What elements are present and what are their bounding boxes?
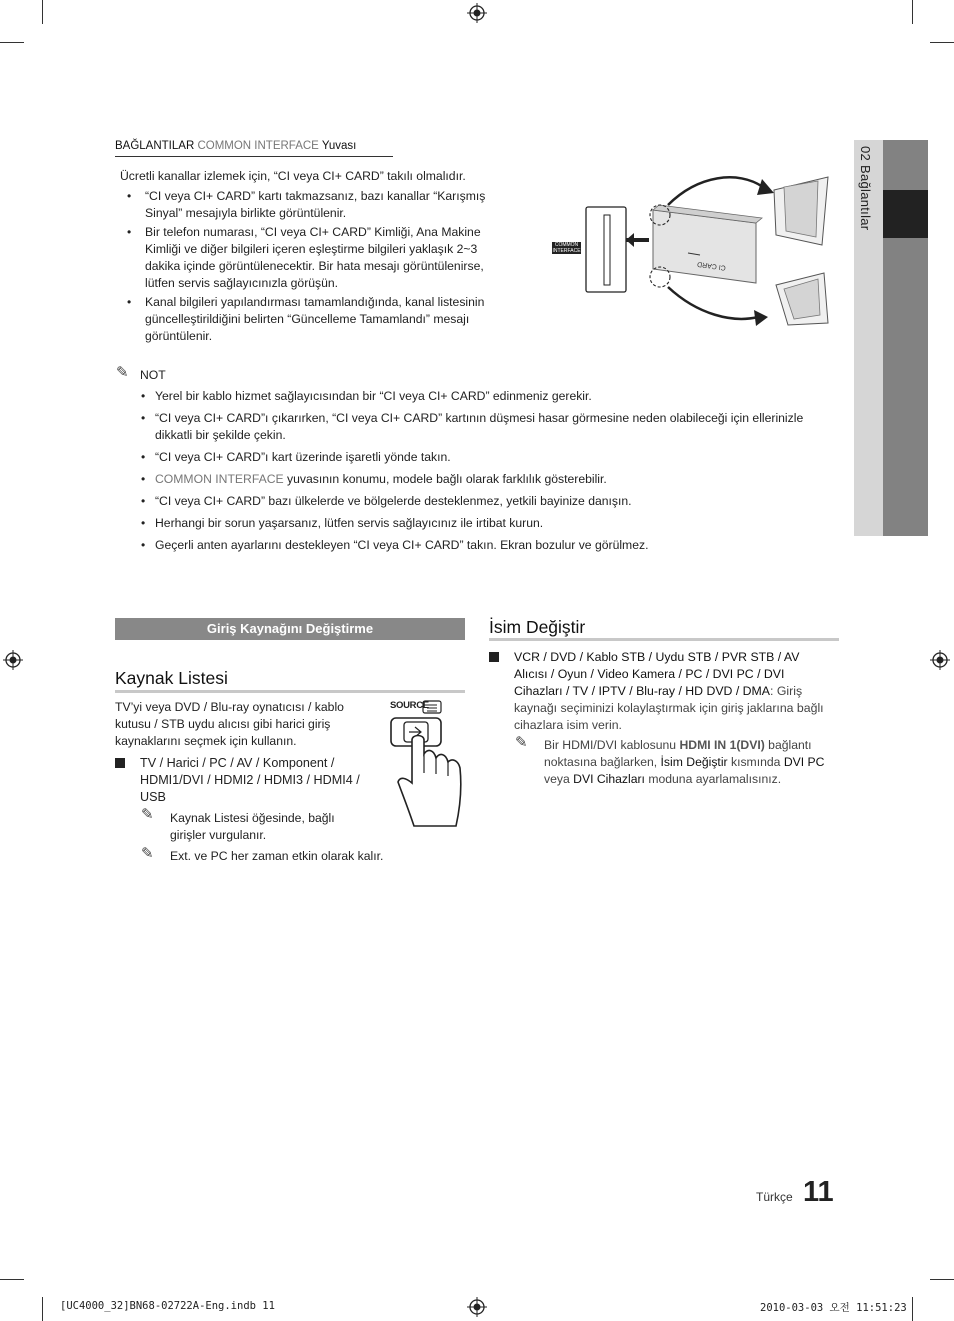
section-bar: Giriş Kaynağını Değiştirme (115, 618, 465, 640)
device-list-item: VCR / DVD / Kablo STB / Uydu STB / PVR STB / AV Alıcısı / Oyun / Video Kamera / PC / DVI PC / DVI Cihazları / TV / IPTV / Blu-ray / HD DVD / DMA: Giriş kaynağı seçiminizi kolaylaştırmak için giriş jaklarına bağlı cihazlara isim verin. (489, 649, 834, 734)
title-underline (115, 156, 393, 157)
heading-rule (115, 690, 465, 693)
ci-note-list (115, 388, 815, 559)
ci-intro: Ücretli kanallar izlemek için, “CI veya CI+ CARD” takılı olmalıdır. (120, 169, 466, 183)
crop-mark (912, 0, 913, 24)
note-pencil-icon: ✎ (515, 734, 528, 751)
crop-mark (0, 42, 24, 43)
source-note-1: Kaynak Listesi öğesinde, bağlı girişler vurgulanır. (170, 811, 335, 842)
list-item: • Herhangi bir sorun yaşarsanız, lütfen servis sağlayıcınız ile irtibat kurun. (115, 515, 815, 532)
ci-bullet-list (120, 188, 505, 347)
registration-mark-icon (3, 650, 23, 670)
list-item: • “CI veya CI+ CARD”ı kart üzerinde işaretli yönde takın. (115, 449, 815, 466)
note-pencil-icon: ✎ (141, 845, 154, 862)
list-item: • “CI veya CI+ CARD” kartı takmazsanız, bazı kanallar “Karışmış Sinyal” mesajıyla birlikte görüntülenir. (120, 188, 505, 222)
page-number: 11 (803, 1176, 834, 1208)
crop-mark (930, 42, 954, 43)
square-bullet-icon (115, 758, 125, 768)
list-item: • “CI veya CI+ CARD”ı çıkarırken, “CI veya CI+ CARD” kartının düşmesi hasar görmesine neden olabileceği için ellerinizle dikkatli bir şekilde çekin. (115, 410, 815, 444)
registration-mark-icon (467, 1297, 487, 1317)
list-item: • Bir telefon numarası, “CI veya CI+ CARD” Kimliği, Ana Makine Kimliği ve diğer bilgileri içeren eşleştirme bilgileri yaklaşık 2~3 dakika içinde görüntülenecektir. Bir hata mesajı görüntülenirse, lütfen servis sağlayıcınızla görüşün. (120, 224, 505, 292)
source-note-2: Ext. ve PC her zaman etkin olarak kalır. (170, 849, 384, 863)
isim-note: Bir HDMI/DVI kablosunu HDMI IN 1(DVI) bağlantı noktasına bağlarken, İsim Değiştir kısmında DVI PC veya DVI Cihazları moduna ayarlamalısınız. (544, 738, 825, 786)
note-pencil-icon: ✎ (116, 364, 129, 381)
kaynak-listesi-intro: TV’yi veya DVD / Blu-ray oynatıcısı / kablo kutusu / STB uydu alıcısı gibi harici giriş kaynaklarını seçmek için kullanın. (115, 700, 344, 748)
ci-card-illustration (548, 165, 838, 335)
list-item: • Yerel bir kablo hizmet sağlayıcısından bir “CI veya CI+ CARD” edinmeniz gerekir. (115, 388, 815, 405)
note-pencil-icon: ✎ (141, 806, 154, 823)
square-bullet-icon (489, 652, 499, 662)
registration-mark-icon (930, 650, 950, 670)
list-item: • “CI veya CI+ CARD” bazı ülkelerde ve bölgelerde desteklenmez, yetkili bayinize danışın. (115, 493, 815, 510)
kaynak-listesi-heading: Kaynak Listesi (115, 668, 228, 688)
list-item: • Geçerli anten ayarlarını destekleyen “CI veya CI+ CARD” takın. Ekran bozulur ve görülmez. (115, 537, 815, 554)
source-list-item: TV / Harici / PC / AV / Komponent / HDMI1/DVI / HDMI2 / HDMI3 / HDMI4 / USB (115, 755, 365, 806)
heading-rule (489, 638, 839, 641)
language-label: Türkçe (756, 1190, 793, 1204)
remote-hand-illustration (388, 698, 468, 830)
crop-mark (42, 0, 43, 24)
list-item: • Kanal bilgileri yapılandırması tamamlandığında, kanal listesinin güncelleştirildiğini belirten “Güncelleme Tamamlandı” mesajı görüntülenir. (120, 294, 505, 345)
svg-text:CI CARD: CI CARD (696, 260, 727, 271)
crop-mark (0, 1279, 24, 1280)
print-file-info: [UC4000_32]BN68-02722A-Eng.indb 11 (60, 1300, 275, 1312)
common-interface-label: COMMON INTERFACE (552, 242, 581, 254)
note-label: NOT (140, 368, 166, 382)
list-item: • COMMON INTERFACE yuvasının konumu, modele bağlı olarak farklılık gösterebilir. (115, 471, 815, 488)
source-label: SOURCE (390, 700, 429, 711)
registration-mark-icon (467, 3, 487, 23)
crop-mark (42, 1297, 43, 1321)
isim-degistir-heading: İsim Değiştir (489, 617, 586, 637)
ci-section-title: BAĞLANTILAR COMMON INTERFACE Yuvası (115, 140, 357, 152)
print-timestamp: 2010-03-03 오전 11:51:23 (760, 1302, 907, 1314)
crop-mark (912, 1297, 913, 1321)
crop-mark (930, 1279, 954, 1280)
chapter-tab-marker (883, 190, 928, 238)
chapter-label: 02 Bağlantılar (858, 146, 873, 231)
